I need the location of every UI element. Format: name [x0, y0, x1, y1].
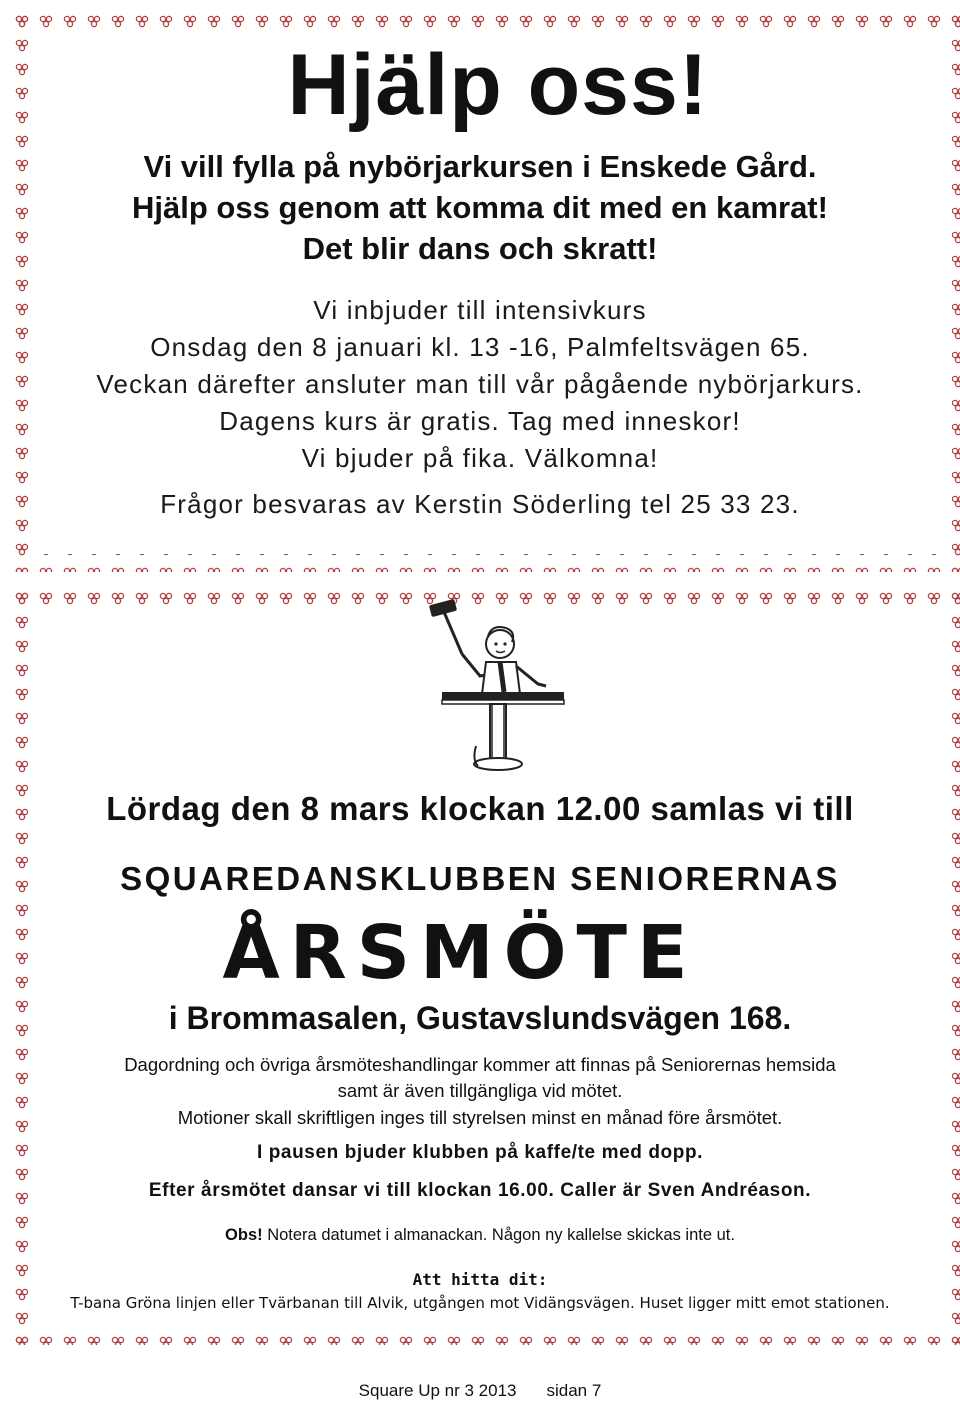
- contact-line: Frågor besvaras av Kerstin Söderling tel 25 33 23.: [160, 489, 800, 519]
- coffee-line: I pausen bjuder klubben på kaffe/te med dopp.: [256, 1142, 704, 1163]
- lead-line-2: Hjälp oss genom att komma dit med en kamrat!: [132, 190, 828, 225]
- page-number: sidan 7: [546, 1381, 602, 1400]
- meeting-heading: ÅRSMÖTE: [222, 910, 698, 996]
- page-title: Hjälp oss!: [287, 37, 709, 133]
- info-line-4: Dagens kurs är gratis. Tag med inneskor!: [219, 406, 741, 436]
- obs-text: Notera datumet i almanackan. Någon ny kallelse skickas inte ut.: [262, 1226, 735, 1244]
- meeting-date-line: Lördag den 8 mars klockan 12.00 samlas vi till: [106, 790, 854, 827]
- club-name: SQUAREDANSKLUBBEN SENIORERNAS: [120, 860, 840, 897]
- page-footer: [0, 1381, 960, 1401]
- details-line-1: Dagordning och övriga årsmöteshandlingar kommer att finnas på Seniorernas hemsida: [124, 1054, 836, 1075]
- dance-line: Efter årsmötet dansar vi till klockan 16.00. Caller är Sven Andréason.: [148, 1180, 812, 1201]
- info-line-2: Onsdag den 8 januari kl. 13 -16, Palmfeltsvägen 65.: [150, 332, 810, 362]
- lead-line-1: Vi vill fylla på nybörjarkursen i Enskede Gård.: [143, 149, 817, 184]
- venue-line: i Brommasalen, Gustavslundsvägen 168.: [168, 1000, 792, 1036]
- directions-text: T-bana Gröna linjen eller Tvärbanan till Alvik, utgången mot Vidängsvägen. Huset ligger mitt emot stationen.: [70, 1294, 890, 1312]
- directions-title: Att hitta dit:: [412, 1270, 548, 1289]
- info-line-5: Vi bjuder på fika. Välkomna!: [301, 443, 659, 473]
- obs-label: Obs!: [225, 1226, 263, 1244]
- publication-name: Square Up nr 3 2013: [358, 1381, 517, 1400]
- obs-note: [0, 1226, 960, 1245]
- info-line-1: Vi inbjuder till intensivkurs: [313, 295, 647, 325]
- details-line-2: samt är även tillgängliga vid mötet.: [337, 1080, 623, 1101]
- gavel-chairman-illustration: [420, 596, 570, 776]
- lead-line-3: Det blir dans och skratt!: [302, 231, 658, 266]
- details-line-3: Motioner skall skriftligen inges till styrelsen minst en månad före årsmötet.: [177, 1107, 783, 1128]
- info-line-3: Veckan därefter ansluter man till vår pågående nybörjarkurs.: [96, 369, 864, 399]
